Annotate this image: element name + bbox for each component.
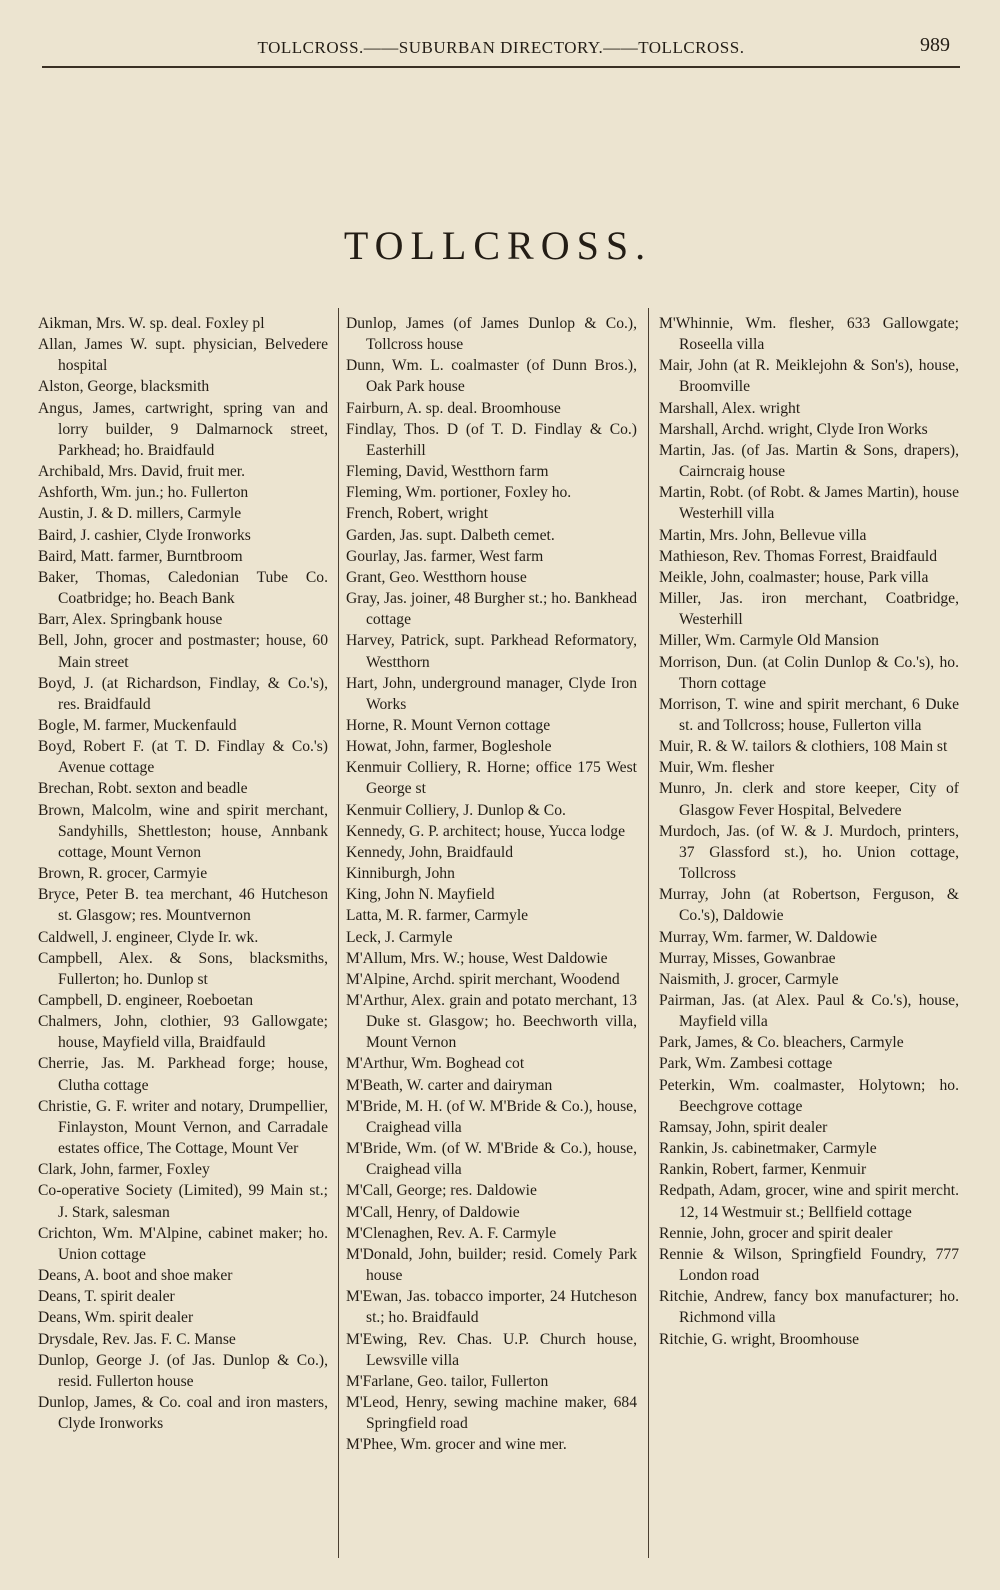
directory-entry: Baker, Thomas, Caledonian Tube Co. Coatbridge; ho. Beach Bank: [38, 568, 328, 608]
directory-entry: Redpath, Adam, grocer, wine and spirit mercht. 12, 14 Westmuir st.; Bellfield cottage: [659, 1182, 959, 1221]
directory-entry: M'Ewan, Jas. tobacco importer, 24 Hutcheson st.; ho. Braidfauld: [346, 1288, 637, 1327]
directory-entry: M'Call, Henry, of Daldowie: [346, 1203, 520, 1221]
directory-entry: Meikle, John, coalmaster; house, Park villa: [659, 568, 929, 586]
directory-entry: Morrison, Dun. (at Colin Dunlop & Co.'s), ho. Thorn cottage: [659, 653, 959, 692]
directory-entry: Horne, R. Mount Vernon cottage: [346, 716, 551, 734]
directory-entry: Cherrie, Jas. M. Parkhead forge; house, Clutha cottage: [38, 1055, 328, 1094]
directory-entry: Kennedy, G. P. architect; house, Yucca lodge: [346, 822, 626, 840]
directory-entry: Grant, Geo. Westthorn house: [346, 568, 527, 586]
directory-entry: M'Alpine, Archd. spirit merchant, Woodend: [346, 970, 620, 988]
directory-entry: Martin, Robt. (of Robt. & James Martin), house Westerhill villa: [659, 484, 959, 523]
directory-entry: Alston, George, blacksmith: [38, 378, 210, 396]
directory-entry: Leck, J. Carmyle: [346, 928, 453, 946]
directory-entry: Rankin, Js. cabinetmaker, Carmyle: [659, 1140, 877, 1158]
directory-entry: Latta, M. R. farmer, Carmyle: [346, 907, 529, 925]
directory-entry: Findlay, Thos. D (of T. D. Findlay & Co.) Easterhill: [346, 420, 637, 459]
directory-entry: M'Leod, Henry, sewing machine maker, 684 Springfield road: [346, 1393, 637, 1433]
directory-entry: Gray, Jas. joiner, 48 Burgher st.; ho. Bankhead cottage: [346, 590, 637, 629]
directory-entry: Martin, Jas. (of Jas. Martin & Sons, drapers), Cairncraig house: [659, 441, 959, 481]
directory-column-2: [346, 313, 637, 1455]
directory-entry: M'Ewing, Rev. Chas. U.P. Church house, Lewsville villa: [346, 1330, 637, 1369]
directory-entry: Campbell, Alex. & Sons, blacksmiths, Fullerton; ho. Dunlop st: [38, 949, 328, 988]
directory-entry: King, John N. Mayfield: [346, 886, 495, 904]
directory-entry: Co-operative Society (Limited), 99 Main st.; J. Stark, salesman: [38, 1182, 328, 1221]
directory-entry: Mair, John (at R. Meiklejohn & Son's), house, Broomville: [659, 357, 959, 396]
directory-entry: Park, Wm. Zambesi cottage: [659, 1055, 833, 1073]
directory-entry: Brown, R. grocer, Carmyie: [38, 865, 208, 883]
directory-entry: M'Arthur, Wm. Boghead cot: [346, 1055, 525, 1073]
directory-entry: Baird, J. cashier, Clyde Ironworks: [38, 526, 251, 544]
directory-entry: Morrison, T. wine and spirit merchant, 6 Duke st. and Tollcross; house, Fullerton villa: [659, 695, 959, 734]
directory-entry: Pairman, Jas. (at Alex. Paul & Co.'s), house, Mayfield villa: [659, 992, 959, 1031]
directory-entry: Brown, Malcolm, wine and spirit merchant, Sandyhills, Shettleston; house, Annbank cottage, Mount Vernon: [38, 801, 328, 861]
directory-entry: Ritchie, G. wright, Broomhouse: [659, 1330, 860, 1348]
directory-entry: Bryce, Peter B. tea merchant, 46 Hutcheson st. Glasgow; res. Mountvernon: [38, 886, 328, 925]
directory-entry: Ashforth, Wm. jun.; ho. Fullerton: [38, 484, 249, 502]
page-number: 989: [920, 34, 950, 56]
directory-entry: Naismith, J. grocer, Carmyle: [659, 970, 839, 988]
directory-entry: Miller, Wm. Carmyle Old Mansion: [659, 632, 879, 650]
directory-entry: Murray, John (at Robertson, Ferguson, & Co.'s), Daldowie: [659, 886, 959, 925]
directory-entry: M'Bride, Wm. (of W. M'Bride & Co.), house, Craighead villa: [346, 1140, 637, 1179]
directory-entry: Boyd, Robert F. (at T. D. Findlay & Co.'s) Avenue cottage: [38, 738, 328, 777]
directory-entry: Muir, R. & W. tailors & clothiers, 108 Main st: [659, 738, 948, 756]
directory-entry: Kenmuir Colliery, R. Horne; office 175 West George st: [346, 759, 637, 798]
directory-entry: M'Beath, W. carter and dairyman: [346, 1076, 553, 1094]
directory-entry: Angus, James, cartwright, spring van and lorry builder, 9 Dalmarnock street, Parkhead; ho. Braidfauld: [38, 399, 328, 459]
directory-entry: Rankin, Robert, farmer, Kenmuir: [659, 1161, 867, 1179]
directory-entry: M'Allum, Mrs. W.; house, West Daldowie: [346, 949, 608, 967]
directory-entry: Murray, Misses, Gowanbrae: [659, 949, 836, 967]
directory-entry: Peterkin, Wm. coalmaster, Holytown; ho. Beechgrove cottage: [659, 1076, 959, 1115]
directory-entry: Park, James, & Co. bleachers, Carmyle: [659, 1034, 904, 1052]
directory-entry: Baird, Matt. farmer, Burntbroom: [38, 547, 243, 565]
directory-entry: Martin, Mrs. John, Bellevue villa: [659, 526, 867, 544]
directory-entry: M'Phee, Wm. grocer and wine mer.: [346, 1436, 567, 1454]
directory-entry: Kinniburgh, John: [346, 865, 455, 883]
directory-entry: Brechan, Robt. sexton and beadle: [38, 780, 248, 798]
directory-entry: Marshall, Archd. wright, Clyde Iron Works: [659, 420, 928, 438]
directory-entry: Allan, James W. supt. physician, Belvedere hospital: [38, 336, 328, 375]
directory-entry: M'Bride, M. H. (of W. M'Bride & Co.), house, Craighead villa: [346, 1097, 637, 1136]
directory-entry: Rennie & Wilson, Springfield Foundry, 777 London road: [659, 1245, 959, 1285]
directory-entry: M'Clenaghen, Rev. A. F. Carmyle: [346, 1224, 557, 1242]
directory-entry: Fairburn, A. sp. deal. Broomhouse: [346, 399, 561, 417]
directory-entry: Miller, Jas. iron merchant, Coatbridge, Westerhill: [659, 590, 959, 629]
directory-entry: M'Donald, John, builder; resid. Comely Park house: [346, 1245, 637, 1285]
column-divider: [648, 308, 649, 1558]
directory-entry: M'Call, George; res. Daldowie: [346, 1182, 537, 1200]
directory-entry: Marshall, Alex. wright: [659, 399, 801, 417]
directory-entry: Barr, Alex. Springbank house: [38, 611, 223, 629]
directory-entry: M'Arthur, Alex. grain and potato merchant, 13 Duke st. Glasgow; ho. Beechworth villa, Mount Vernon: [346, 992, 637, 1052]
directory-entry: Bogle, M. farmer, Muckenfauld: [38, 716, 237, 734]
directory-entry: Archibald, Mrs. David, fruit mer.: [38, 463, 246, 481]
directory-entry: Campbell, D. engineer, Roeboetan: [38, 992, 254, 1009]
directory-entry: Dunlop, George J. (of Jas. Dunlop & Co.), resid. Fullerton house: [38, 1351, 328, 1390]
directory-entry: Chalmers, John, clothier, 93 Gallowgate; house, Mayfield villa, Braidfauld: [38, 1013, 328, 1052]
directory-entry: French, Robert, wright: [346, 505, 489, 523]
directory-entry: Deans, Wm. spirit dealer: [38, 1309, 194, 1327]
directory-entry: Harvey, Patrick, supt. Parkhead Reformatory, Westthorn: [346, 632, 637, 671]
directory-entry: Clark, John, farmer, Foxley: [38, 1161, 210, 1179]
directory-entry: Ritchie, Andrew, fancy box manufacturer; ho. Richmond villa: [659, 1288, 959, 1327]
directory-entry: M'Whinnie, Wm. flesher, 633 Gallowgate; Roseella villa: [659, 315, 959, 354]
directory-entry: Garden, Jas. supt. Dalbeth cemet.: [346, 526, 555, 544]
directory-entry: Crichton, Wm. M'Alpine, cabinet maker; ho. Union cottage: [38, 1224, 328, 1263]
running-head: [42, 34, 960, 68]
directory-entry: Rennie, John, grocer and spirit dealer: [659, 1224, 893, 1242]
directory-entry: Kennedy, John, Braidfauld: [346, 843, 514, 861]
directory-entry: Dunn, Wm. L. coalmaster (of Dunn Bros.), Oak Park house: [346, 357, 637, 396]
directory-entry: Gourlay, Jas. farmer, West farm: [346, 547, 544, 565]
directory-entry: Caldwell, J. engineer, Clyde Ir. wk.: [38, 928, 259, 946]
directory-column-1: [38, 313, 328, 1434]
directory-entry: Fleming, David, Westthorn farm: [346, 463, 549, 481]
directory-entry: Deans, T. spirit dealer: [38, 1288, 175, 1306]
directory-entry: Deans, A. boot and shoe maker: [38, 1267, 233, 1285]
directory-entry: Murdoch, Jas. (of W. & J. Murdoch, printers, 37 Glassford st.), ho. Union cottage, Tollcross: [659, 822, 959, 883]
directory-entry: Hart, John, underground manager, Clyde Iron Works: [346, 674, 637, 713]
directory-entry: Howat, John, farmer, Bogleshole: [346, 738, 552, 756]
directory-entry: Dunlop, James (of James Dunlop & Co.), Tollcross house: [346, 315, 637, 354]
section-title-text: TOLLCROSS.: [343, 223, 653, 268]
directory-entry: Aikman, Mrs. W. sp. deal. Foxley pl: [38, 315, 265, 332]
directory-entry: Bell, John, grocer and postmaster; house, 60 Main street: [38, 632, 328, 671]
directory-entry: M'Farlane, Geo. tailor, Fullerton: [346, 1372, 549, 1390]
directory-entry: Drysdale, Rev. Jas. F. C. Manse: [38, 1330, 236, 1348]
directory-entry: Kenmuir Colliery, J. Dunlop & Co.: [346, 801, 566, 819]
directory-entry: Dunlop, James, & Co. coal and iron masters, Clyde Ironworks: [38, 1393, 328, 1433]
directory-entry: Boyd, J. (at Richardson, Findlay, & Co.'s), res. Braidfauld: [38, 674, 328, 713]
directory-entry: Muir, Wm. flesher: [659, 759, 775, 777]
directory-entry: Ramsay, John, spirit dealer: [659, 1118, 828, 1136]
section-title: [0, 222, 1000, 269]
directory-entry: Munro, Jn. clerk and store keeper, City of Glasgow Fever Hospital, Belvedere: [659, 780, 959, 819]
directory-entry: Fleming, Wm. portioner, Foxley ho.: [346, 484, 572, 502]
directory-entry: Christie, G. F. writer and notary, Drumpellier, Finlayston, Mount Vernon, and Carradale estates office, The Cottage, Mount Ver: [38, 1097, 328, 1158]
directory-entry: Austin, J. & D. millers, Carmyle: [38, 505, 242, 523]
directory-column-3: [659, 313, 959, 1350]
directory-entry: Mathieson, Rev. Thomas Forrest, Braidfauld: [659, 547, 938, 565]
running-title: TOLLCROSS.——SUBURBAN DIRECTORY.——TOLLCROSS.: [257, 38, 745, 57]
column-divider: [338, 308, 339, 1558]
directory-entry: Murray, Wm. farmer, W. Daldowie: [659, 928, 878, 946]
